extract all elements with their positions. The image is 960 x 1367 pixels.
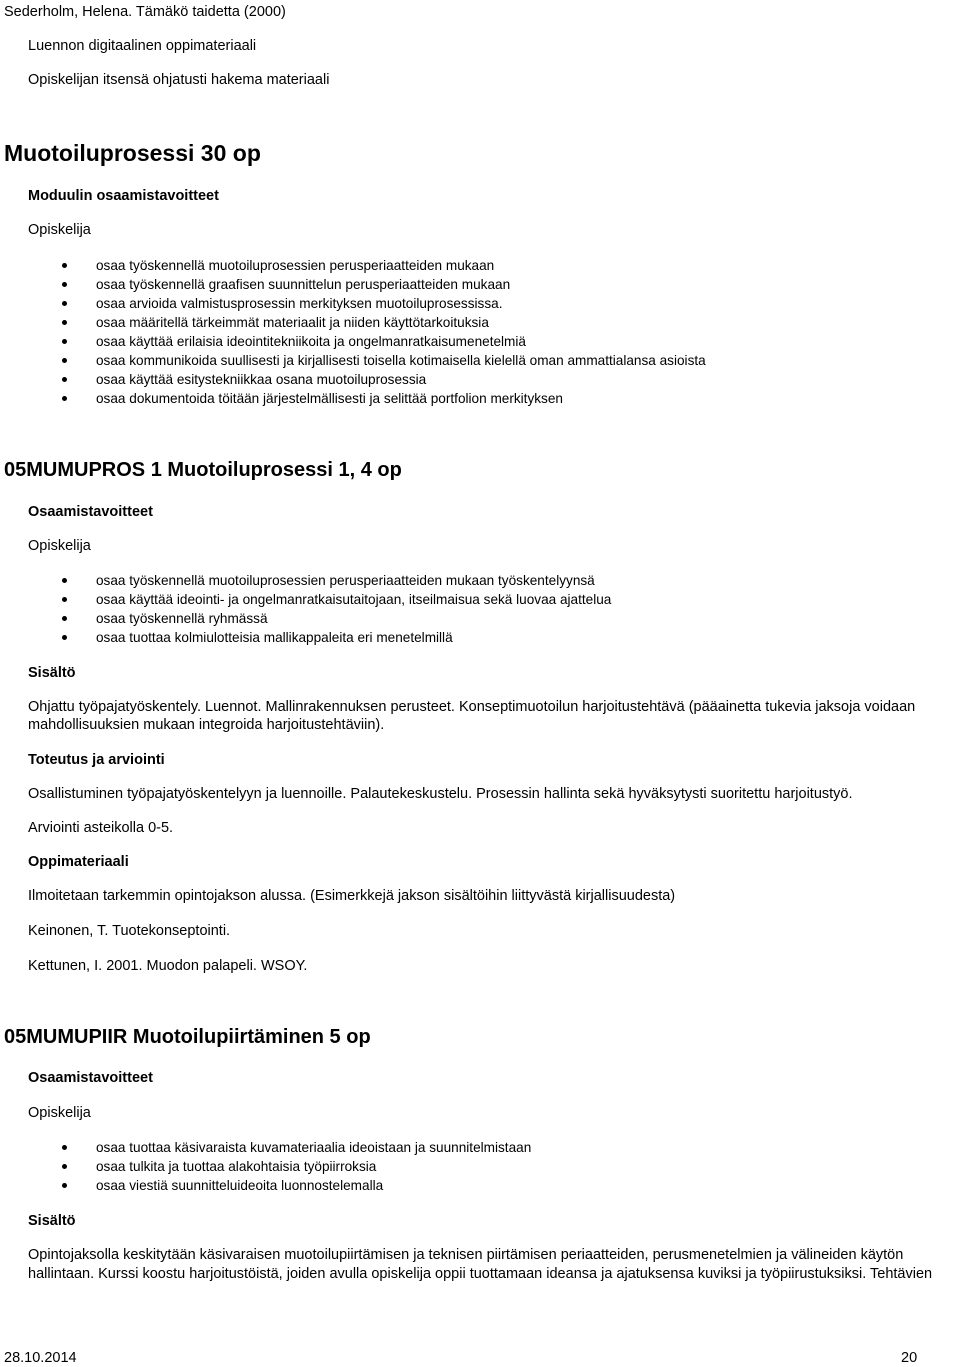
- course-title: 05MUMUPIIR Muotoilupiirtäminen 5 op: [4, 1026, 371, 1048]
- bullet-icon: [62, 635, 67, 640]
- section-heading: Moduulin osaamistavoitteet: [28, 188, 219, 204]
- list-item: osaa määritellä tärkeimmät materiaalit ja niiden käyttötarkoituksia: [0, 313, 706, 332]
- module-title: Muotoiluprosessi 30 op: [4, 140, 261, 166]
- bullet-icon: [62, 597, 67, 602]
- list-item: osaa viestiä suunnitteluideoita luonnostelemalla: [0, 1176, 531, 1195]
- bullet-icon: [62, 1164, 67, 1169]
- bullet-icon: [62, 578, 67, 583]
- list-item: osaa dokumentoida töitään järjestelmällisesti ja selittää portfolion merkityksen: [0, 389, 706, 408]
- section-heading: Toteutus ja arviointi: [28, 752, 165, 768]
- list-item: osaa käyttää ideointi- ja ongelmanratkaisutaitojaan, itseilmaisua sekä luovaa ajattelua: [0, 590, 611, 609]
- list-item: osaa käyttää esitystekniikkaa osana muotoiluprosessia: [0, 370, 706, 389]
- bullet-icon: [62, 1145, 67, 1150]
- content-paragraph: Arviointi asteikolla 0-5.: [28, 820, 174, 836]
- list-item: osaa työskennellä muotoiluprosessien perusperiaatteiden mukaan: [0, 256, 706, 275]
- section-heading: Oppimateriaali: [28, 854, 129, 870]
- bullet-icon: [62, 396, 67, 401]
- objectives-list: [0, 1138, 531, 1195]
- content-line: hallintaan. Kurssi koostu harjoitustöistä, joiden avulla opiskelija oppii tuottamaan ideansa ja ajatuksensa kuviksi ja työpiirustuksiksi. Tehtävien: [28, 1266, 933, 1282]
- reference-line: Sederholm, Helena. Tämäkö taidetta (2000): [4, 4, 286, 20]
- materials-line: Kettunen, I. 2001. Muodon palapeli. WSOY.: [28, 958, 308, 974]
- bullet-icon: [62, 282, 67, 287]
- bullet-icon: [62, 263, 67, 268]
- bullet-icon: [62, 377, 67, 382]
- materials-line: Keinonen, T. Tuotekonseptointi.: [28, 923, 231, 939]
- reference-line: Luennon digitaalinen oppimateriaali: [28, 38, 257, 54]
- reference-line: Opiskelijan itsensä ohjatusti hakema materiaali: [28, 72, 330, 88]
- bullet-icon: [62, 320, 67, 325]
- bullet-icon: [62, 358, 67, 363]
- student-label: Opiskelija: [28, 222, 91, 238]
- list-item: osaa käyttää erilaisia ideointitekniikoita ja ongelmanratkaisumenetelmiä: [0, 332, 706, 351]
- section-heading: Sisältö: [28, 665, 76, 681]
- section-heading: Sisältö: [28, 1213, 76, 1229]
- bullet-icon: [62, 301, 67, 306]
- list-item: osaa tuottaa kolmiulotteisia mallikappaleita eri menetelmillä: [0, 628, 611, 647]
- footer-date: 28.10.2014: [4, 1350, 77, 1366]
- list-item: osaa työskennellä graafisen suunnittelun perusperiaatteiden mukaan: [0, 275, 706, 294]
- objectives-list: [0, 571, 611, 647]
- section-heading: Osaamistavoitteet: [28, 504, 153, 520]
- student-label: Opiskelija: [28, 538, 91, 554]
- list-item: osaa arvioida valmistusprosessin merkityksen muotoiluprosessissa.: [0, 294, 706, 313]
- list-item: osaa tuottaa käsivaraista kuvamateriaalia ideoistaan ja suunnitelmistaan: [0, 1138, 531, 1157]
- bullet-icon: [62, 339, 67, 344]
- content-paragraph: Ohjattu työpajatyöskentely. Luennot. Mallinrakennuksen perusteet. Konseptimuotoilun harjoitustehtävä (pääainetta tukevia jaksoja voidaan mahdollisuuksien mukaan integroida harjoitustehtäviin).: [28, 699, 916, 733]
- content-paragraph: Osallistuminen työpajatyöskentelyyn ja luennoille. Palautekeskustelu. Prosessin hallinta sekä hyväksytysti suoritettu harjoitustyö.: [28, 786, 853, 802]
- materials-line: Ilmoitetaan tarkemmin opintojakson alussa. (Esimerkkejä jakson sisältöihin liittyvästä kirjallisuudesta): [28, 888, 676, 904]
- section-heading: Osaamistavoitteet: [28, 1070, 153, 1086]
- content-line: Opintojaksolla keskitytään käsivaraisen muotoilupiirtämisen ja teknisen piirtämisen periaatteiden, perusmenetelmien ja välineiden käytön: [28, 1247, 904, 1263]
- list-item: osaa työskennellä muotoiluprosessien perusperiaatteiden mukaan työskentelyynsä: [0, 571, 611, 590]
- page-number: 20: [901, 1350, 918, 1366]
- student-label: Opiskelija: [28, 1105, 91, 1121]
- bullet-icon: [62, 616, 67, 621]
- objectives-list: [0, 256, 706, 408]
- course-title: 05MUMUPROS 1 Muotoiluprosessi 1, 4 op: [4, 459, 402, 481]
- list-item: osaa kommunikoida suullisesti ja kirjallisesti toisella kotimaisella kielellä oman ammattialansa asioista: [0, 351, 706, 370]
- bullet-icon: [62, 1183, 67, 1188]
- list-item: osaa työskennellä ryhmässä: [0, 609, 611, 628]
- list-item: osaa tulkita ja tuottaa alakohtaisia työpiirroksia: [0, 1157, 531, 1176]
